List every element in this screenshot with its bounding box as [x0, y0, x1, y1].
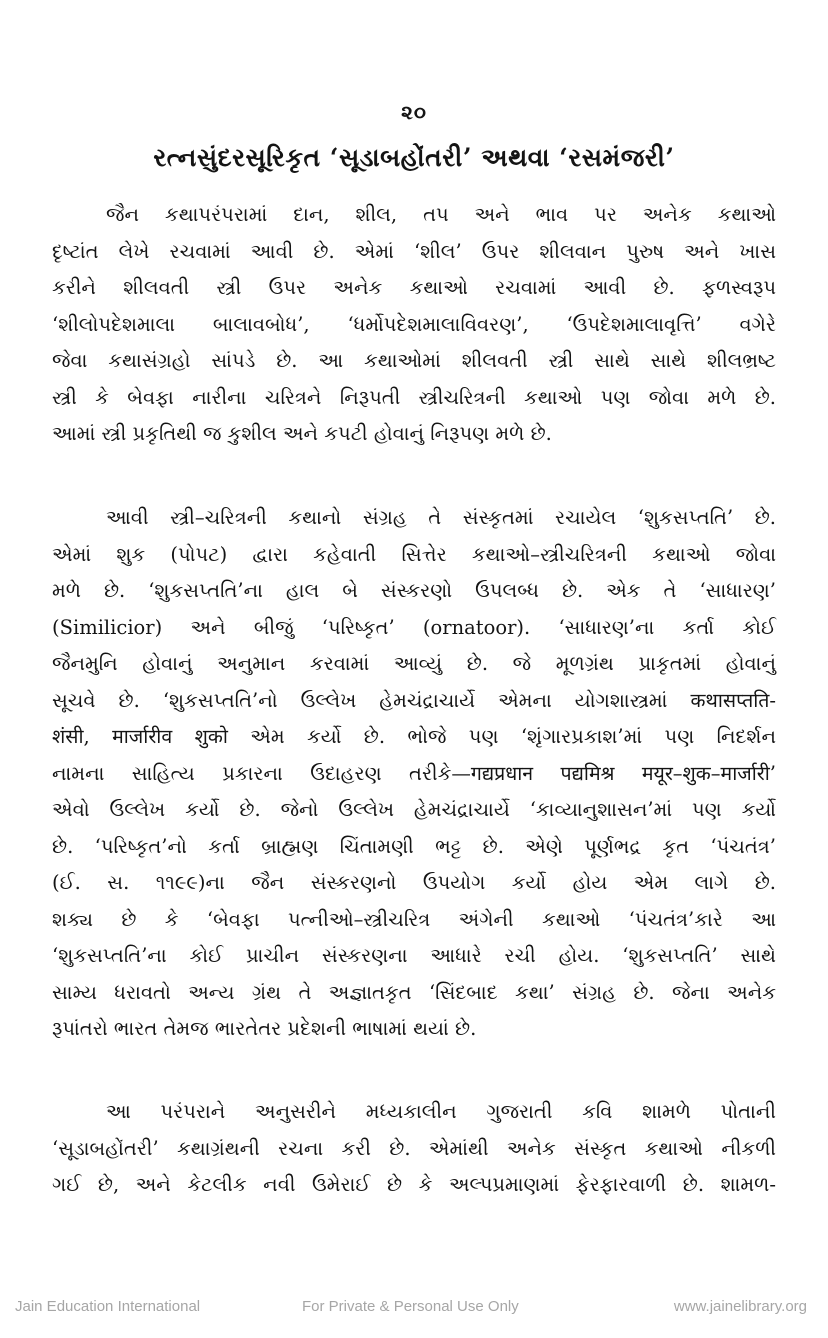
- text-line: નામના સાહિત્ય પ્રકારના ઉદાહરણ તરીકે—गद्यप्रधान पद्यमिश्र मयूर–शुक–मार्जारी’: [52, 761, 776, 785]
- page-number: ૨૦: [401, 100, 427, 124]
- paragraph-2: [52, 500, 776, 1048]
- text-line: સામ્ય ધરાવતો અન્ય ગ્રંથ તે અજ્ઞાતકૃત ‘સિંદબાદ કથા’ સંગ્રહ છે. જેના અનેક: [52, 980, 776, 1004]
- text-line: જૈન કથાપરંપરામાં દાન, શીલ, તપ અને ભાવ પર અનેક કથાઓ: [106, 203, 776, 226]
- text-line: છે. ‘પરિષ્કૃત’નો કર્તા બ્રાહ્મણ ચિંતામણી ભટ્ટ છે. એણે પૂર્ણભદ્ર કૃત ‘પંચતંત્ર’: [52, 834, 776, 858]
- text-line: જૈનમુનિ હોવાનું અનુમાન કરવામાં આવ્યું છે. જે મૂળગ્રંથ પ્રાકૃતમાં હોવાનું: [52, 652, 776, 675]
- footer-usage-notice: For Private & Personal Use Only: [302, 1298, 519, 1315]
- text-line: સ્ત્રી કે બેવફા નારીના ચરિત્રને નિરૂપતી સ્ત્રીચરિત્રની કથાઓ પણ જોવા મળે છે.: [52, 385, 776, 409]
- text-line: ‘સૂડાબહોંતરી’ કથાગ્રંથની રચના કરી છે. એમાંથી અનેક સંસ્કૃત કથાઓ નીકળી: [52, 1136, 776, 1160]
- text-line: (ઈ. સ. ૧૧૯૯)ના જૈન સંસ્કરણનો ઉપયોગ કર્યો હોય એમ લાગે છે.: [52, 871, 776, 894]
- text-line: ગઈ છે, અને કેટલીક નવી ઉમેરાઈ છે કે અલ્પપ્રમાણમાં ફેરફારવાળી છે. શામળ-: [52, 1173, 776, 1196]
- text-line: શક્ય છે કે ‘બેવફા પત્નીઓ–સ્ત્રીચરિત્ર અંગેની કથાઓ ‘પંચતંત્ર’કારે આ: [52, 907, 776, 931]
- paragraph-1: [52, 197, 776, 453]
- text-line: शंसी, मार्जारीव शुको એમ કર્યો છે. ભોજે પણ ‘શૃંગારપ્રકાશ’માં પણ નિદર્શન: [52, 725, 776, 748]
- footer-website-link[interactable]: www.jainelibrary.org: [673, 1298, 807, 1315]
- text-line: કરીને શીલવતી સ્ત્રી ઉપર અનેક કથાઓ રચવામાં આવી છે. ફળસ્વરૂપ: [52, 276, 776, 299]
- chapter-title: રત્નસુંદરસૂરિકૃત ‘સૂડાબહોંતરી’ અથવા ‘રસમંજરી’: [153, 143, 675, 172]
- text-line: આવી સ્ત્રી–ચરિત્રની કથાનો સંગ્રહ તે સંસ્કૃતમાં રચાયેલ ‘શુકસપ્તતિ’ છે.: [106, 506, 776, 529]
- text-line: સૂચવે છે. ‘શુકસપ્તતિ’નો ઉલ્લેખ હેમચંદ્રાચાર્યે એમના યોગશાસ્ત્રમાં कथासप्तति-: [52, 688, 776, 712]
- text-line: જેવા કથાસંગ્રહો સાંપડે છે. આ કથાઓમાં શીલવતી સ્ત્રી સાથે સાથે શીલભ્રષ્ટ: [52, 349, 776, 372]
- text-line: એવો ઉલ્લેખ કર્યો છે. જેનો ઉલ્લેખ હેમચંદ્રાચાર્યે ‘કાવ્યાનુશાસન’માં પણ કર્યો: [52, 798, 776, 821]
- footer: [0, 1298, 828, 1320]
- text-line: રૂપાંતરો ભારત તેમજ ભારતેતર પ્રદેશની ભાષામાં થયાં છે.: [52, 1017, 477, 1040]
- text-line: એમાં શુક (પોપટ) દ્વારા કહેવાતી સિત્તેર કથાઓ–સ્ત્રીચરિત્રની કથાઓ જોવા: [52, 542, 776, 566]
- text-line: ‘શુકસપ્તતિ’ના કોઈ પ્રાચીન સંસ્કરણના આધારે રચી હોય. ‘શુકસપ્તતિ’ સાથે: [52, 944, 776, 967]
- text-line: દૃષ્ટાંત લેખે રચવામાં આવી છે. એમાં ‘શીલ’ ઉપર શીલવાન પુરુષ અને ખાસ: [52, 239, 776, 263]
- text-line: આ પરંપરાને અનુસરીને મધ્યકાલીન ગુજરાતી કવિ શામળે પોતાની: [106, 1100, 776, 1123]
- text-line: આમાં સ્ત્રી પ્રકૃતિથી જ કુશીલ અને કપટી હોવાનું નિરૂપણ મળે છે.: [52, 422, 552, 445]
- text-line: મળે છે. ‘શુકસપ્તતિ’ના હાલ બે સંસ્કરણો ઉપલબ્ધ છે. એક તે ‘સાધારણ’: [52, 579, 776, 602]
- paragraph-3: [52, 1094, 776, 1204]
- text-line: (Similicior) અને બીજું ‘પરિષ્કૃત’ (ornatoor). ‘સાધારણ’ના કર્તા કોઈ: [52, 615, 776, 639]
- footer-publisher: Jain Education International: [15, 1298, 201, 1315]
- text-line: ‘શીલોપદેશમાલા બાલાવબોધ’, ‘ધર્મોપદેશમાલાવિવરણ’, ‘ઉપદેશમાલાવૃત્તિ’ વગેરે: [52, 312, 776, 336]
